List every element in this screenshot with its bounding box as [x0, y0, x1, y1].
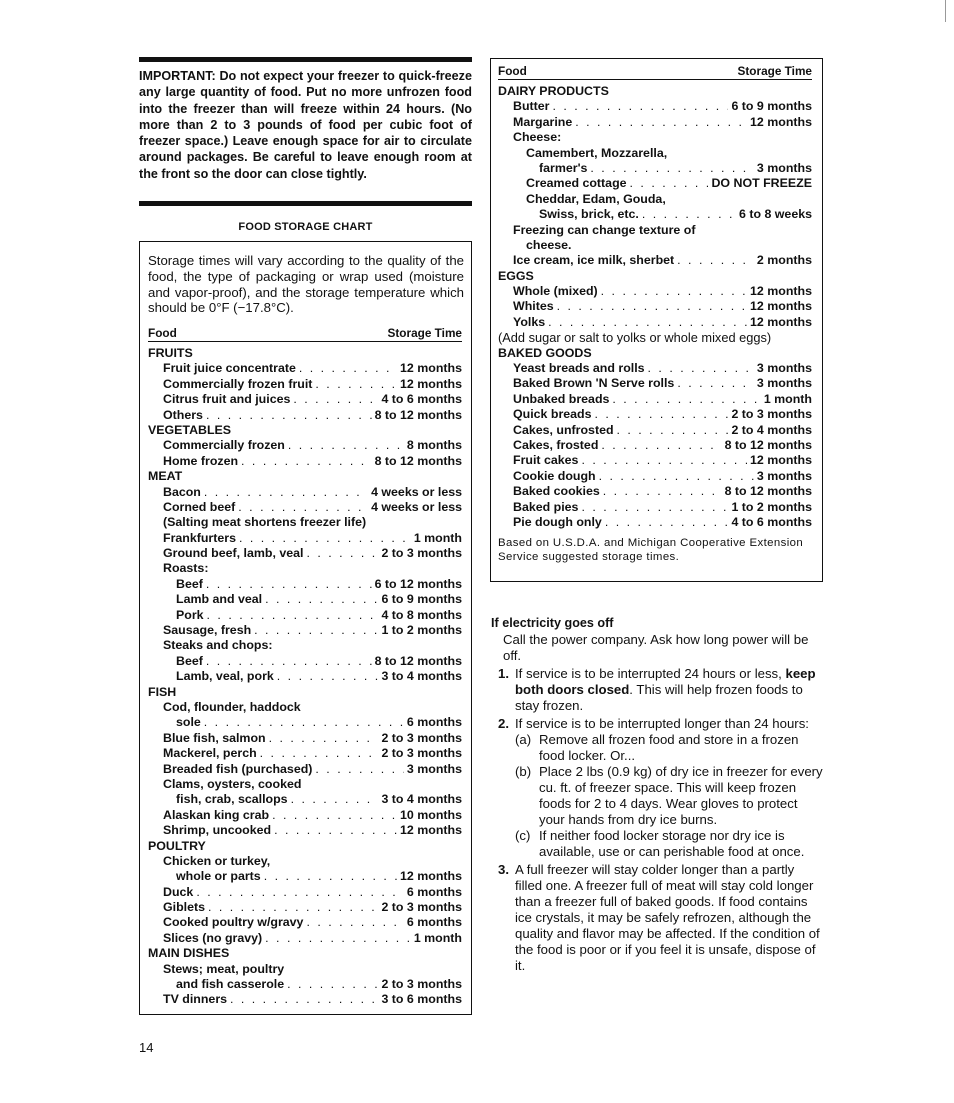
food-name: sole	[176, 715, 201, 730]
food-row	[498, 130, 812, 145]
food-name: Whites	[513, 299, 554, 314]
food-name: Breaded fish (purchased)	[163, 761, 313, 776]
storage-time: 3 months	[756, 361, 812, 376]
food-row	[148, 638, 462, 653]
dot-leader	[274, 823, 397, 838]
food-name: POULTRY	[148, 838, 206, 853]
storage-time: DO NOT FREEZE	[711, 176, 812, 191]
important-note	[139, 68, 472, 182]
food-name: Baked pies	[513, 499, 579, 514]
dot-leader	[630, 176, 709, 191]
food-row	[148, 915, 462, 930]
food-name: Clams, oysters, cooked	[163, 776, 302, 791]
food-name: farmer's	[539, 160, 588, 175]
important-text: Do not expect your freezer to quick-freeze any large quantity of food. Put no more unfrozen food into the freezer than will freeze within 24 hours. (No more than 2 to 3 pounds of food per cubic foot of freezer space.) Leave enough space for air to circulate around packages. Be careful to leave enough room at the front so the door can close tightly.	[139, 69, 472, 181]
storage-time: 4 to 6 months	[731, 514, 812, 529]
storage-time: 10 months	[400, 807, 462, 822]
food-name: Ice cream, ice milk, sherbet	[513, 253, 675, 268]
food-row	[498, 207, 812, 222]
storage-time: 12 months	[750, 114, 812, 129]
food-row	[148, 485, 462, 500]
food-row	[148, 377, 462, 392]
storage-time: 12 months	[400, 361, 462, 376]
food-row	[498, 515, 812, 530]
food-row	[148, 654, 462, 669]
storage-time: 8 to 12 months	[724, 484, 812, 499]
dot-leader	[612, 392, 760, 407]
storage-time: 12 months	[750, 453, 812, 468]
storage-time: 2 to 3 months	[381, 746, 462, 761]
food-row	[498, 361, 812, 376]
dot-leader	[206, 577, 372, 592]
dot-leader	[206, 408, 372, 423]
step-2	[491, 716, 825, 860]
chart-intro: Storage times will vary according to the quality of the food, the type of packaging or wrap used (moisture and vapor-proof), and the storage temperature which should be 0°F (−17.8°C).	[148, 253, 464, 316]
storage-time: 2 to 4 months	[731, 422, 812, 437]
storage-time: 4 to 8 months	[381, 607, 462, 622]
dot-leader	[206, 654, 372, 669]
food-name: Butter	[513, 99, 550, 114]
storage-time: 6 to 9 months	[731, 99, 812, 114]
storage-time: 1 to 2 months	[731, 499, 812, 514]
electricity-heading: If electricity goes off	[491, 616, 614, 630]
food-name: Cooked poultry w/gravy	[163, 915, 304, 930]
food-name: Pork	[176, 607, 204, 622]
food-name: cheese.	[526, 237, 572, 252]
food-name: Unbaked breads	[513, 391, 610, 406]
food-name: Cheddar, Edam, Gouda,	[526, 191, 666, 206]
dot-leader	[601, 438, 721, 453]
storage-time: 12 months	[400, 376, 462, 391]
food-name: Roasts:	[163, 561, 209, 576]
storage-time: 8 months	[406, 438, 462, 453]
storage-time: 1 month	[763, 391, 812, 406]
storage-time: 3 months	[406, 761, 462, 776]
food-name: (Salting meat shortens freezer life)	[163, 515, 367, 530]
storage-time: 8 to 12 months	[724, 437, 812, 452]
food-row	[148, 869, 462, 884]
food-name: EGGS	[498, 268, 534, 283]
food-row	[148, 500, 462, 515]
dot-leader	[238, 500, 368, 515]
food-name: Chicken or turkey,	[163, 853, 271, 868]
step-3	[491, 862, 825, 974]
header-food: Food	[148, 326, 177, 340]
food-row	[498, 453, 812, 468]
dot-leader	[595, 407, 729, 422]
dot-leader	[552, 99, 728, 114]
dot-leader	[207, 608, 379, 623]
scan-edge-mark	[945, 0, 946, 22]
food-row	[498, 330, 812, 345]
chart-title: FOOD STORAGE CHART	[238, 221, 373, 233]
category-heading	[148, 839, 462, 854]
food-name: Quick breads	[513, 407, 592, 422]
food-row	[148, 977, 462, 992]
food-name: FISH	[148, 684, 177, 699]
food-name: Baked cookies	[513, 484, 600, 499]
food-name: Commercially frozen	[163, 438, 285, 453]
food-name: Sausage, fresh	[163, 623, 252, 638]
food-row	[498, 484, 812, 499]
food-name: Cakes, frosted	[513, 437, 599, 452]
food-name: VEGETABLES	[148, 422, 232, 437]
storage-time: 4 weeks or less	[371, 499, 462, 514]
food-row	[148, 777, 462, 792]
keep-doors-closed: keep both doors closed	[515, 666, 816, 697]
food-name: Giblets	[163, 900, 205, 915]
dot-leader	[277, 669, 379, 684]
dot-leader	[605, 515, 729, 530]
top-rule	[139, 57, 472, 62]
food-row	[498, 407, 812, 422]
food-name: Alaskan king crab	[163, 807, 270, 822]
food-name: (Add sugar or salt to yolks or whole mixed eggs)	[498, 330, 772, 346]
food-name: Commercially frozen fruit	[163, 376, 313, 391]
food-name: Shrimp, uncooked	[163, 823, 272, 838]
dot-leader	[677, 253, 754, 268]
dot-leader	[288, 438, 404, 453]
step-number: 3.	[498, 862, 509, 877]
right-food-list	[498, 84, 812, 530]
storage-time: 6 to 8 weeks	[738, 207, 812, 222]
food-name: DAIRY PRODUCTS	[498, 84, 609, 98]
food-row	[498, 115, 812, 130]
dot-leader	[581, 453, 747, 468]
category-heading	[498, 84, 812, 99]
food-name: Citrus fruit and juices	[163, 392, 291, 407]
step-text: A full freezer will stay colder longer than a partly filled one. A freezer full of meat will stay cold longer than a freezer full of baked goods. If food contains ice crystals, it may be safely refrozen, although the quality and flavor may be affected. If the condition of the food is poor or if you feel it is unsafe, dispose of it.	[515, 862, 820, 973]
food-name: BAKED GOODS	[498, 345, 592, 360]
storage-time: 2 to 3 months	[731, 407, 812, 422]
dot-leader	[306, 546, 378, 561]
food-name: Lamb, veal, pork	[176, 669, 274, 684]
step-1	[491, 666, 825, 714]
dot-leader	[254, 623, 378, 638]
category-heading	[148, 423, 462, 438]
storage-time: 2 to 3 months	[381, 977, 462, 992]
food-name: Yeast breads and rolls	[513, 361, 645, 376]
step-text: If service is to be interrupted 24 hours or less, keep both doors closed. This will help frozen foods to stay frozen.	[515, 666, 816, 713]
dot-leader	[196, 885, 404, 900]
food-row	[148, 392, 462, 407]
food-row	[498, 299, 812, 314]
storage-time: 12 months	[750, 314, 812, 329]
dot-leader	[648, 361, 754, 376]
step-2b: (b) Place 2 lbs (0.9 kg) of dry ice in freezer for every cu. ft. of freezer space. This will keep frozen foods for 2 to 4 days. Wear gloves to protect your hands from dry ice burns.	[515, 764, 823, 827]
food-name: Creamed cottage	[526, 176, 627, 191]
food-row	[498, 500, 812, 515]
food-row	[148, 408, 462, 423]
storage-time: 4 to 6 months	[381, 392, 462, 407]
food-row	[498, 238, 812, 253]
dot-leader	[293, 392, 378, 407]
food-name: Lamb and veal	[176, 592, 263, 607]
header-storage-time: Storage Time	[737, 64, 812, 78]
right-column-header	[498, 64, 812, 80]
storage-time: 3 to 6 months	[381, 992, 462, 1007]
food-name: Cod, flounder, haddock	[163, 699, 301, 714]
storage-time: 2 to 3 months	[381, 546, 462, 561]
storage-time: 1 month	[413, 930, 462, 945]
food-name: Duck	[163, 884, 194, 899]
food-name: Bacon	[163, 484, 201, 499]
food-row	[498, 438, 812, 453]
storage-time: 1 month	[413, 530, 462, 545]
food-name: Fruit juice concentrate	[163, 361, 296, 376]
food-row	[498, 176, 812, 191]
storage-time: 3 to 4 months	[381, 792, 462, 807]
category-heading	[148, 685, 462, 700]
food-row	[148, 515, 462, 530]
category-heading	[498, 269, 812, 284]
dot-leader	[603, 484, 722, 499]
storage-time: 4 weeks or less	[371, 484, 462, 499]
food-name: Cakes, unfrosted	[513, 422, 614, 437]
food-row	[148, 561, 462, 576]
food-row	[148, 854, 462, 869]
food-row	[498, 392, 812, 407]
header-storage-time: Storage Time	[387, 326, 462, 340]
dot-leader	[291, 792, 379, 807]
dot-leader	[299, 361, 397, 376]
dot-leader	[208, 900, 378, 915]
step-2c: (c) If neither food locker storage nor dry ice is available, use or can perishable food at once.	[515, 828, 805, 859]
chart-rule	[139, 201, 472, 206]
food-name: Pie dough only	[513, 514, 602, 529]
food-row	[148, 592, 462, 607]
food-name: Home frozen	[163, 453, 239, 468]
storage-time: 12 months	[750, 284, 812, 299]
storage-time: 12 months	[400, 823, 462, 838]
food-row	[148, 715, 462, 730]
food-name: Blue fish, salmon	[163, 730, 266, 745]
food-name: Ground beef, lamb, veal	[163, 546, 304, 561]
food-row	[148, 885, 462, 900]
food-name: Stews; meat, poultry	[163, 961, 285, 976]
step-number: 2.	[498, 716, 509, 731]
food-name: Mackerel, perch	[163, 746, 257, 761]
food-row	[148, 931, 462, 946]
dot-leader	[642, 207, 736, 222]
food-name: Baked Brown 'N Serve rolls	[513, 376, 675, 391]
food-row	[498, 376, 812, 391]
dot-leader	[241, 454, 372, 469]
storage-time: 2 to 3 months	[381, 900, 462, 915]
food-name: Camembert, Mozzarella,	[526, 145, 668, 160]
dot-leader	[265, 931, 411, 946]
step-2a: (a) Remove all frozen food and store in a frozen food locker. Or...	[515, 732, 799, 763]
dot-leader	[287, 977, 378, 992]
food-row	[498, 423, 812, 438]
food-row	[498, 161, 812, 176]
dot-leader	[204, 485, 368, 500]
food-name: MAIN DISHES	[148, 946, 230, 961]
food-name: whole or parts	[176, 869, 261, 884]
electricity-section	[491, 615, 825, 974]
storage-time: 2 to 3 months	[381, 730, 462, 745]
storage-time: 6 months	[406, 915, 462, 930]
food-row	[148, 762, 462, 777]
food-name: fish, crab, scallops	[176, 792, 288, 807]
food-row	[148, 900, 462, 915]
food-row	[148, 823, 462, 838]
dot-leader	[315, 377, 397, 392]
storage-time: 12 months	[750, 299, 812, 314]
food-row	[148, 700, 462, 715]
food-name: Whole (mixed)	[513, 284, 598, 299]
storage-time: 6 months	[406, 715, 462, 730]
storage-time: 3 to 4 months	[381, 669, 462, 684]
food-name: FRUITS	[148, 346, 193, 360]
food-row	[148, 546, 462, 561]
food-row	[148, 577, 462, 592]
food-row	[148, 962, 462, 977]
food-row	[148, 531, 462, 546]
food-row	[148, 746, 462, 761]
food-name: Beef	[176, 653, 203, 668]
dot-leader	[264, 869, 397, 884]
dot-leader	[204, 715, 404, 730]
storage-time: 8 to 12 months	[374, 653, 462, 668]
food-row	[498, 99, 812, 114]
category-heading	[148, 469, 462, 484]
food-row	[148, 454, 462, 469]
storage-time: 8 to 12 months	[374, 407, 462, 422]
food-row	[148, 361, 462, 376]
category-heading	[148, 346, 462, 361]
storage-time: 1 to 2 months	[381, 623, 462, 638]
storage-time: 6 months	[406, 884, 462, 899]
food-name: Slices (no gravy)	[163, 930, 263, 945]
food-name: Cookie dough	[513, 468, 596, 483]
dot-leader	[548, 315, 747, 330]
storage-time: 8 to 12 months	[374, 453, 462, 468]
food-row	[148, 608, 462, 623]
dot-leader	[575, 115, 747, 130]
food-name: Beef	[176, 576, 203, 591]
storage-time: 3 months	[756, 376, 812, 391]
storage-time: 6 to 9 months	[381, 592, 462, 607]
food-row	[148, 792, 462, 807]
page-number: 14	[139, 1040, 154, 1055]
food-name: Freezing can change texture of	[513, 222, 696, 237]
step-number: 1.	[498, 666, 509, 681]
step-text: If service is to be interrupted longer than 24 hours:	[515, 716, 809, 731]
dot-leader	[306, 915, 403, 930]
dot-leader	[239, 531, 411, 546]
food-name: Margarine	[513, 114, 573, 129]
food-row	[498, 315, 812, 330]
food-name: Yolks	[513, 314, 546, 329]
storage-time: 3 months	[756, 160, 812, 175]
food-row	[498, 192, 812, 207]
dot-leader	[677, 376, 754, 391]
food-row	[498, 146, 812, 161]
dot-leader	[590, 161, 754, 176]
food-name: Swiss, brick, etc.	[539, 207, 639, 222]
dot-leader	[265, 592, 378, 607]
dot-leader	[269, 731, 379, 746]
header-food: Food	[498, 64, 527, 78]
food-row	[498, 284, 812, 299]
dot-leader	[557, 299, 747, 314]
storage-time: 2 months	[756, 253, 812, 268]
food-name: Others	[163, 407, 203, 422]
food-name: TV dinners	[163, 992, 228, 1007]
storage-time: 3 months	[756, 468, 812, 483]
category-heading	[498, 346, 812, 361]
dot-leader	[581, 500, 728, 515]
food-name: Fruit cakes	[513, 453, 579, 468]
food-name: Frankfurters	[163, 530, 236, 545]
food-row	[148, 808, 462, 823]
food-row	[148, 669, 462, 684]
food-row	[498, 469, 812, 484]
food-row	[148, 731, 462, 746]
food-name: Corned beef	[163, 499, 236, 514]
important-label: IMPORTANT:	[139, 69, 216, 83]
food-row	[148, 438, 462, 453]
dot-leader	[272, 808, 397, 823]
storage-time: 12 months	[400, 869, 462, 884]
dot-leader	[230, 992, 378, 1007]
dot-leader	[260, 746, 379, 761]
electricity-intro: Call the power company. Ask how long power will be off.	[503, 632, 809, 663]
left-column-header	[148, 326, 462, 342]
food-name: and fish casserole	[176, 977, 285, 992]
food-name: Cheese:	[513, 130, 562, 145]
chart-footnote: Based on U.S.D.A. and Michigan Cooperative Extension Service suggested storage times.	[498, 537, 804, 563]
food-name: Steaks and chops:	[163, 638, 273, 653]
food-row	[498, 253, 812, 268]
category-heading	[148, 946, 462, 961]
dot-leader	[601, 284, 747, 299]
food-name: MEAT	[148, 469, 183, 484]
food-row	[498, 223, 812, 238]
storage-time: 6 to 12 months	[374, 576, 462, 591]
left-food-list	[148, 346, 462, 1008]
dot-leader	[617, 423, 729, 438]
dot-leader	[315, 762, 404, 777]
dot-leader	[599, 469, 754, 484]
food-row	[148, 992, 462, 1007]
food-row	[148, 623, 462, 638]
